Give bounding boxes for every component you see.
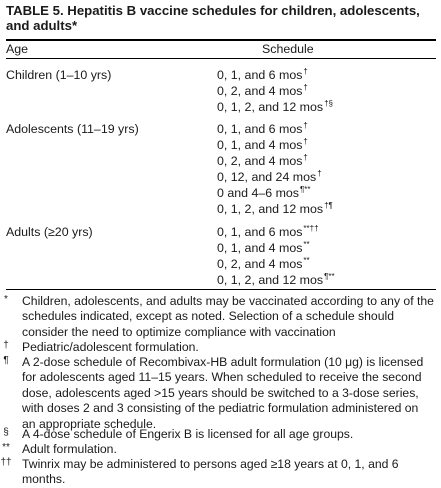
group-label-children: Children (1–10 yrs)	[6, 68, 112, 82]
footnote: ¶ A 2-dose schedule of Recombivax-HB adult formulation (10 μg) is licensed for adolescents aged 11–15 years. When scheduled to receive the second dose, adolescents aged >15 years should be switched to a 3-dose series, with doses 2 and 3 consisting of the pediatric formulation administered on an appropriate schedule.	[3, 355, 424, 431]
schedule-item: 0, 1, 2, and 12 mos†¶	[217, 201, 333, 216]
footnote: * Children, adolescents, and adults may be vaccinated according to any of the schedules indicated, except as noted. Selection of a schedule should consider the need to optimize compliance with vaccination	[4, 294, 434, 339]
schedule-item: 0, 1, and 4 mos**	[217, 240, 310, 255]
schedule-item: 0, 1, and 6 mos**††	[217, 224, 319, 239]
schedule-column-header: Schedule	[262, 42, 314, 56]
group-label-adults: Adults (≥20 yrs)	[6, 225, 93, 239]
schedule-item: 0, 1, 2, and 12 mos†§	[217, 99, 333, 114]
schedule-item: 0 and 4–6 mos¶**	[217, 185, 311, 200]
schedule-item: 0, 1, and 4 mos†	[217, 137, 308, 152]
schedule-item: 0, 2, and 4 mos†	[217, 153, 308, 168]
table-bottom-rule	[6, 289, 436, 290]
footnote: ** Adult formulation.	[2, 442, 117, 456]
age-column-header: Age	[6, 42, 29, 56]
table-title: TABLE 5. Hepatitis B vaccine schedules for children, adolescents, and adults*	[6, 3, 420, 33]
schedule-item: 0, 1, and 6 mos†	[217, 121, 308, 136]
footnote: § A 4-dose schedule of Engerix B is licensed for all age groups.	[3, 427, 354, 441]
footnote: †† Twinrix may be administered to persons aged ≥18 years at 0, 1, and 6 months.	[0, 457, 399, 487]
schedule-item: 0, 12, and 24 mos†	[217, 169, 322, 184]
header-top-rule	[6, 39, 436, 41]
schedule-item: 0, 1, and 6 mos†	[217, 67, 308, 82]
schedule-item: 0, 2, and 4 mos**	[217, 256, 310, 271]
footnote: † Pediatric/adolescent formulation.	[3, 340, 199, 354]
schedule-item: 0, 2, and 4 mos†	[217, 83, 308, 98]
group-label-adolescents: Adolescents (11–19 yrs)	[6, 122, 139, 136]
header-bottom-rule	[6, 58, 436, 59]
schedule-item: 0, 1, 2, and 12 mos¶**	[217, 272, 335, 287]
